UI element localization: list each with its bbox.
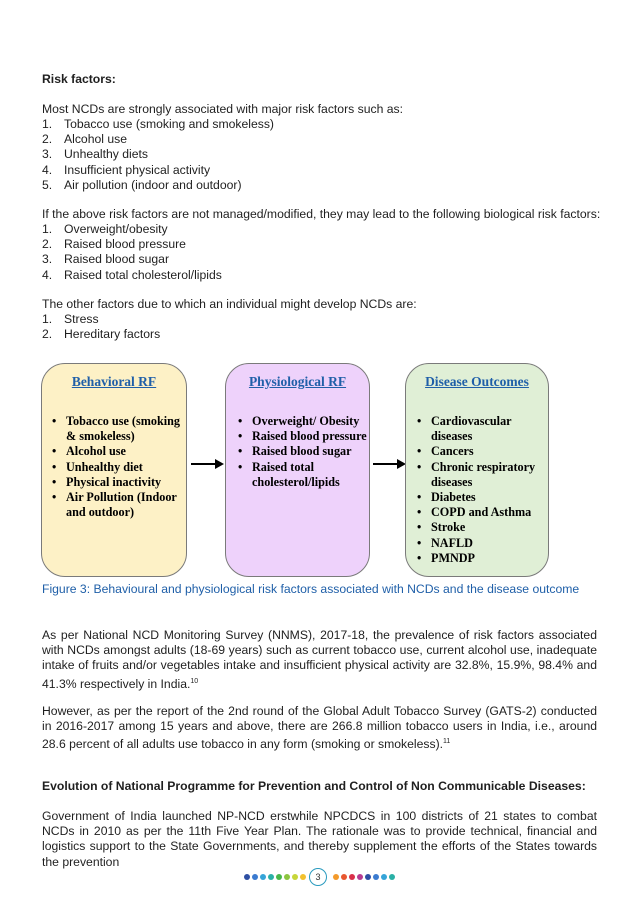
list-item: • Raised total cholesterol/lipids [236,460,368,490]
color-dot [381,874,387,880]
page-number: 3 [309,868,327,886]
list-item: 2. Raised blood pressure [42,237,186,252]
list-item: • Overweight/ Obesity [236,414,368,429]
list-item: 2. Alcohol use [42,132,128,147]
physiological-rf-list [236,414,368,490]
color-dot [268,874,274,880]
other-factors-list [42,312,160,342]
list-item: • Cancers [415,444,548,459]
disease-outcomes-list [415,414,548,566]
list-item: • Raised blood sugar [236,444,368,459]
arrow-right-icon [191,458,225,470]
footnote-ref: 11 [443,738,451,746]
list-item: • PMNDP [415,551,548,566]
arrow-right-icon [373,458,407,470]
gats-paragraph: However, as per the report of the 2nd round of the Global Adult Tobacco Survey (GATS-2) conducted in 2016-2017 among 15 years and above, there are 266.8 million tobacco users in India, i.e., around 28.6 percent of all adults use tobacco in any form (smoking or smokeless).$^{11}$ [42,704,597,752]
list-item: • Diabetes [415,490,548,505]
color-dot [341,874,347,880]
color-dot [365,874,371,880]
disease-outcomes-title: Disease Outcomes [425,374,529,389]
list-item: • Chronic respiratory diseases [415,460,548,490]
other-factors-intro: The other factors due to which an individual might develop NCDs are: [42,297,417,311]
physiological-rf-box [225,363,370,577]
list-item: 1. Stress [42,312,99,326]
evolution-heading: Evolution of National Programme for Prevention and Control of Non Communicable Diseases: [42,779,586,793]
color-dot [357,874,363,880]
list-item: 2. Hereditary factors [42,327,161,342]
list-item: 1. Tobacco use (smoking and smokeless) [42,117,274,131]
list-item: 4. Insufficient physical activity [42,162,211,177]
footnote-ref: 10 [190,677,199,685]
list-item: • COPD and Asthma [415,505,548,520]
figure-caption: Figure 3: Behavioural and physiological risk factors associated with NCDs and the disease outcome [42,582,580,596]
evolution-paragraph: Government of India launched NP-NCD erstwhile NPCDCS in 100 districts of 21 states to combat NCDs in 2010 as per the 11th Five Year Plan. The rationale was to provide technical, financial and logistics support to the State Governments, and thereby supplement the efforts of the States towards the prevention [42,809,597,869]
list-item: • Cardiovascular diseases [415,414,548,444]
list-item: • Unhealthy diet [50,460,184,475]
color-dot [284,874,290,880]
color-dot [244,874,250,880]
biological-list [42,222,222,283]
list-item: 1. Overweight/obesity [42,222,168,236]
list-item: • Raised blood pressure [236,429,368,444]
list-item: • Stroke [415,520,548,535]
list-item: 4. Raised total cholesterol/lipids [42,267,222,282]
list-item: 3. Unhealthy diets [42,147,149,162]
color-dot [373,874,379,880]
behavioral-rf-title: Behavioral RF [71,374,157,389]
color-dot [300,874,306,880]
biological-intro: If the above risk factors are not managed/modified, they may lead to the following biological risk factors: [42,207,601,221]
color-dot [333,874,339,880]
list-item: • Alcohol use [50,444,184,459]
color-dot [252,874,258,880]
list-item: • Tobacco use (smoking & smokeless) [50,414,184,444]
physiological-rf-title: Physiological RF [248,374,347,389]
risk-factors-heading: Risk factors: [42,72,116,86]
list-item: 5. Air pollution (indoor and outdoor) [42,177,242,192]
color-dot [276,874,282,880]
footer-dots-left [244,874,306,882]
disease-outcomes-box [405,363,549,577]
list-item: • NAFLD [415,536,548,551]
list-item: • Air Pollution (Indoor and outdoor) [50,490,184,520]
list-item: 3. Raised blood sugar [42,252,170,267]
risk-factors-list [42,117,274,193]
color-dot [292,874,298,880]
color-dot [349,874,355,880]
list-item: • Physical inactivity [50,475,184,490]
behavioral-rf-box [41,363,187,577]
nnms-paragraph: As per National NCD Monitoring Survey (NNMS), 2017-18, the prevalence of risk factors associated with NCDs amongst adults (18-69 years) such as current tobacco use, current alcohol use, inadequate intake of fruits and/or vegetables intake and insufficient physical activity are 32.8%, 15.9%, 98.4% and 41.3% respectively in India.$^{10}$ [42,628,597,691]
behavioral-rf-list [50,414,184,520]
risk-factors-intro: Most NCDs are strongly associated with major risk factors such as: [42,102,404,116]
color-dot [389,874,395,880]
footer-dots-right [333,874,395,882]
color-dot [260,874,266,880]
